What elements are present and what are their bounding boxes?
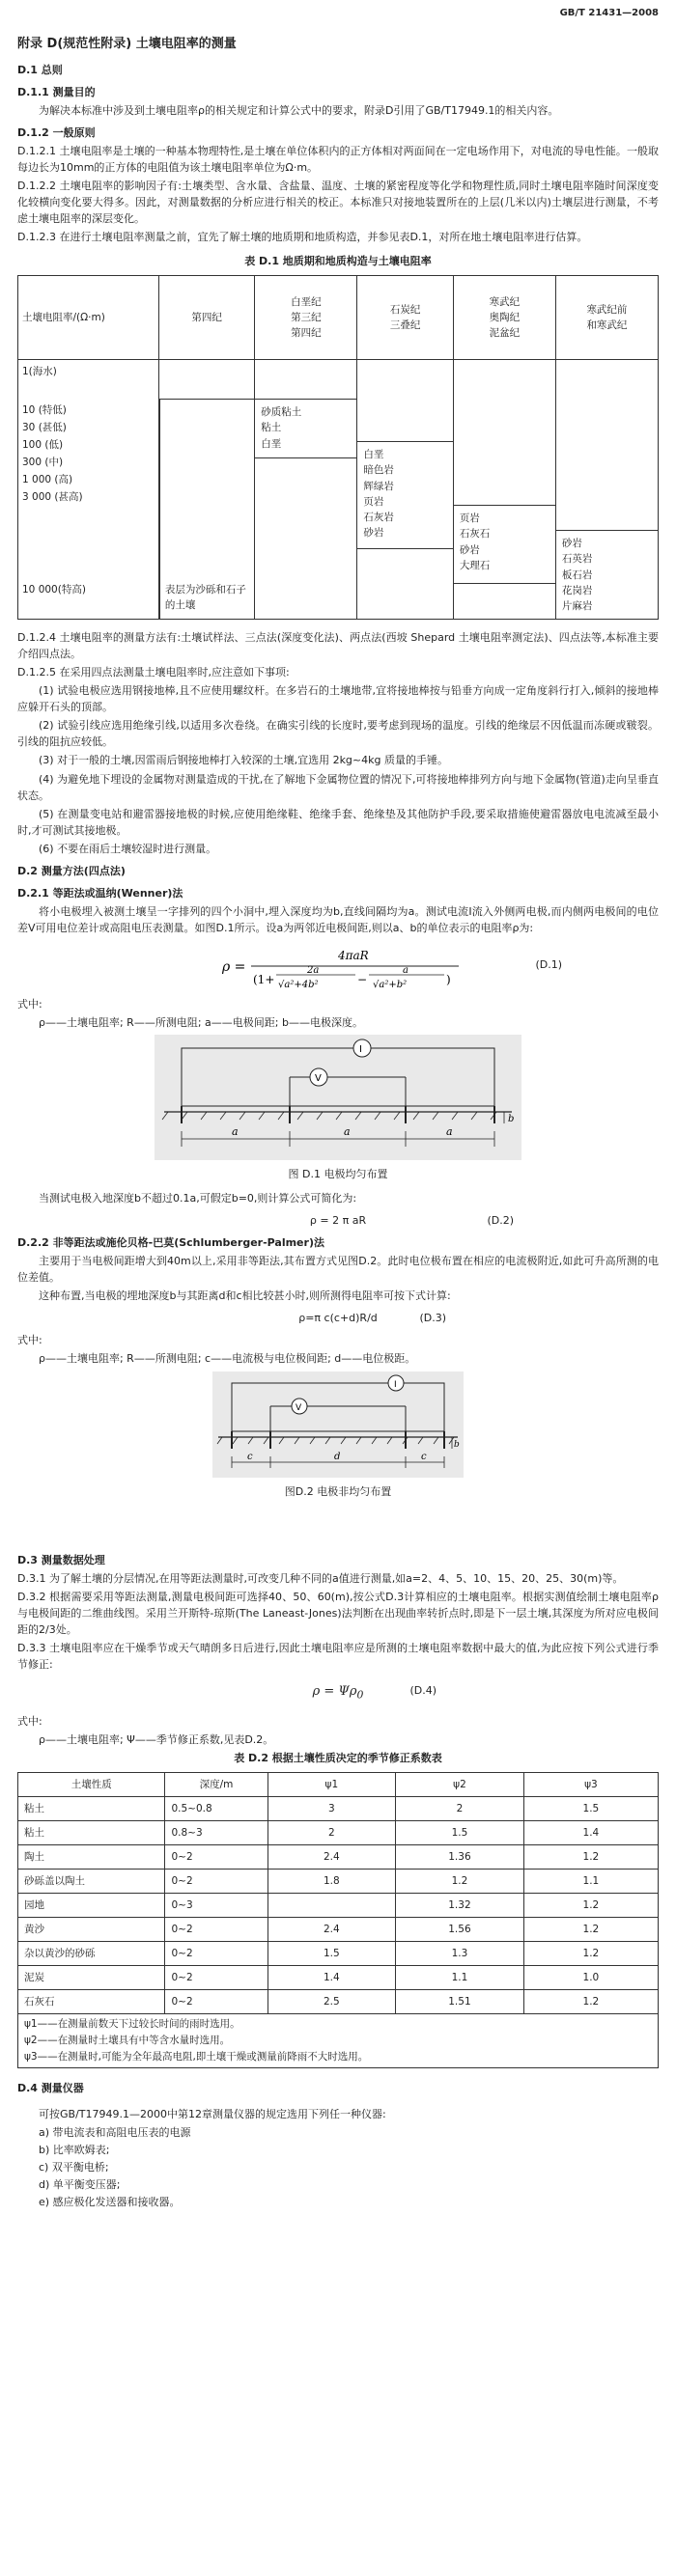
table-cell: 1.4	[523, 1821, 658, 1845]
table-row	[18, 1918, 659, 1942]
formula-d3	[17, 1310, 659, 1326]
section-d22-text-1: 主要用于当电极间距增大到40m以上,采用非等距法,其布置方式见图D.2。此时电位极布置在相应的电流极附近,如此可升高所测的电位差值。	[17, 1255, 659, 1285]
where-label-1: 式中:	[17, 997, 42, 1011]
where-label-2: 式中:	[17, 1334, 42, 1347]
formula-d3-number: (D.3)	[419, 1312, 446, 1325]
annex-title: 附录 D(规范性附录) 土壤电阻率的测量	[17, 36, 237, 51]
figure-d2-schlumberger-diagram	[212, 1371, 464, 1478]
table-d2-note: ψ1——在测量前数天下过较长时间的雨时选用。	[24, 2018, 240, 2031]
depth-label-b: b	[454, 1439, 460, 1450]
formula-d4	[17, 1682, 659, 1703]
resistivity-value: 3 000 (甚高)	[22, 491, 83, 504]
resistivity-value: 30 (甚低)	[22, 422, 67, 434]
table-cell: 0~2	[165, 1966, 268, 1990]
table-cell: 0~2	[165, 1918, 268, 1942]
table-d2-header-row	[18, 1773, 659, 1797]
formula-d1	[17, 942, 659, 990]
svg-text:√a²+4b²: √a²+4b²	[278, 979, 319, 990]
table-d2-note: ψ3——在测量时,可能为全年最高电阻,即土壤干燥或测量前降雨不大时选用。	[24, 2051, 369, 2063]
table-cell: 粘土	[18, 1797, 165, 1821]
table-d1-cretaceous-text: 砂质粘土 粘土 白垩	[261, 406, 302, 450]
spacing-label-d: d	[334, 1451, 341, 1462]
formula-d1-number: (D.1)	[535, 957, 562, 971]
where-label-3: 式中:	[17, 1715, 42, 1729]
d125-item-5: (5) 在测量变电站和避雷器接地极的时候,应使用绝缘鞋、绝缘手套、绝缘垫及其他防护手段,要采取措施使避雷器放电电流减至最小时,才可测试其接地极。	[17, 807, 659, 837]
table-cell: 0~2	[165, 1990, 268, 2014]
table-cell: 1.5	[396, 1821, 524, 1845]
after-figure-d1-text: 当测试电极入地深度b不超过0.1a,可假定b=0,则计算公式可简化为:	[39, 1192, 357, 1205]
table-cell: 1.1	[396, 1966, 524, 1990]
table-d1-header-resistivity: 土壤电阻率/(Ω·m)	[18, 276, 159, 360]
table-d2-notes	[18, 2014, 659, 2067]
table-cell: 1.2	[523, 1942, 658, 1966]
d125-item-6: (6) 不要在雨后土壤较湿时进行测量。	[39, 842, 217, 855]
section-d21-heading: D.2.1 等距法或温纳(Wenner)法	[17, 886, 183, 900]
depth-label-b: b	[508, 1114, 515, 1125]
d125-item-2: (2) 试验引线应选用绝缘引线,以适用多次卷绕。在确实引线的长度时,要考虑到现场的温度。引线的绝缘层不因低温而冻硬或皲裂。引线的阻抗应较低。	[17, 719, 659, 749]
table-row	[18, 1797, 659, 1821]
table-d1-carboniferous-column	[357, 360, 453, 620]
d125-item-1: (1) 试验电极应选用钢接地棒,且不应使用螺纹杆。在多岩石的土壤地带,宜将接地棒按与铅垂方向成一定角度斜行打入,倾斜的接地棒应躲开石头的顶部。	[17, 684, 659, 714]
section-d22-text-2: 这种布置,当电极的埋地深度b与其距离d和c相比较甚小时,则所测得电阻率可按下式计算:	[39, 1289, 451, 1303]
where-text-2: ρ——土壤电阻率; R——所测电阻; c——电流极与电位极间距; d——电位极距。	[39, 1352, 416, 1366]
section-d21-text: 将小电极埋入被测土壤呈一字排列的四个小洞中,埋入深度均为b,直线间隔均为a。测试电流I流入外侧两电极,而内侧两电极间的电位差V可用电位差计或高阻电压表测量。如图D.1所示。设a为两邻近电极间距,则以a、b的单位表示的电阻率ρ为:	[17, 904, 659, 934]
spacing-label-a: a	[232, 1125, 239, 1139]
table-cell: 石灰石	[18, 1990, 165, 2014]
table-cell: 1.2	[523, 1894, 658, 1918]
figure-d2-caption: 图D.2 电极非均匀布置	[284, 1484, 392, 1498]
section-d3-heading: D.3 测量数据处理	[17, 1553, 105, 1566]
svg-text:): )	[446, 972, 451, 986]
table-cell: 泥炭	[18, 1966, 165, 1990]
table-cell: 粘土	[18, 1821, 165, 1845]
svg-text:a: a	[403, 964, 408, 976]
voltmeter-label: V	[315, 1073, 322, 1085]
table-cell: 1.2	[523, 1990, 658, 2014]
table-d2-note: ψ2——在测量时土壤具有中等含水量时选用。	[24, 2035, 231, 2047]
section-d22-heading: D.2.2 非等距法或施伦贝格-巴莫(Schlumberger-Palmer)法	[17, 1236, 324, 1250]
section-d31-text: D.3.1 为了解土壤的分层情况,在用等距法测量时,可改变几种不同的a值进行测量,如a=2、4、5、10、15、20、25、30(m)等。	[17, 1571, 624, 1585]
table-cell: 陶土	[18, 1845, 165, 1870]
table-d1-header-quaternary: 第四纪	[158, 276, 254, 360]
resistivity-value: 10 000(特高)	[22, 584, 86, 596]
voltmeter-label: V	[296, 1402, 302, 1413]
table-cell: 杂以黄沙的砂砾	[18, 1942, 165, 1966]
table-d2	[17, 1772, 659, 2067]
table-d1-quaternary-column	[158, 360, 254, 620]
table-cell: 2	[396, 1797, 524, 1821]
section-d123-text: D.1.2.3 在进行土壤电阻率测量之前，宜先了解土壤的地质期和地质构造，并参见表D.1，对所在地土壤电阻率进行估算。	[17, 231, 588, 244]
table-cell: 1.2	[523, 1918, 658, 1942]
section-d11-heading: D.1.1 测量目的	[17, 85, 96, 98]
table-cell: 2.4	[268, 1845, 396, 1870]
table-row	[18, 1821, 659, 1845]
table-cell: 1.56	[396, 1918, 524, 1942]
table-cell: 0~3	[165, 1894, 268, 1918]
section-d33-text: D.3.3 土壤电阻率应在干燥季节或天气晴朗多日后进行,因此土壤电阻率应是所测的土壤电阻率数据中最大的值,为此应按下列公式进行季节修正:	[17, 1641, 659, 1671]
table-cell: 1.4	[268, 1966, 396, 1990]
table-cell: 3	[268, 1797, 396, 1821]
table-d1-header-carboniferous: 石炭纪 三叠纪	[357, 276, 453, 360]
ammeter-label: I	[394, 1379, 397, 1390]
section-d32-text: D.3.2 根据需要采用等距法测量,测量电极间距可选择40、50、60(m),按公式D.3计算相应的土壤电阻率。根据实测值绘制土壤电阻率ρ与电极间距的二维曲线图。采用兰开斯特-琼斯(The Laneast-Jones)法判断在出现曲率转折点时,即是下一层土壤,其深度为所对应电极间距的2/3处。	[17, 1590, 659, 1636]
table-d1-precambrian-column	[555, 360, 658, 620]
spacing-label-a: a	[446, 1125, 453, 1139]
table-row	[18, 1845, 659, 1870]
svg-text:2a: 2a	[307, 964, 320, 976]
section-d4-intro: 可按GB/T17949.1—2000中第12章测量仪器的规定选用下列任一种仪器:	[39, 2107, 386, 2120]
table-d1-cambrian-column	[453, 360, 555, 620]
section-d124-text: D.1.2.4 土壤电阻率的测量方法有:土壤试样法、三点法(深度变化法)、两点法(西坡 Shepard 土壤电阻率测定法)、四点法等,本标准主要介绍四点法。	[17, 631, 659, 661]
table-d2-header: ψ1	[268, 1773, 396, 1797]
table-d1-header-cretaceous: 白垩纪 第三纪 第四纪	[255, 276, 357, 360]
table-d1-header-cambrian: 寒武纪 奥陶纪 泥盆纪	[453, 276, 555, 360]
section-d125-heading: D.1.2.5 在采用四点法测量土壤电阻率时,应注意如下事项:	[17, 666, 290, 679]
formula-d2	[17, 1212, 659, 1229]
table-cell: 2.4	[268, 1918, 396, 1942]
svg-text:√a²+b²: √a²+b²	[373, 979, 408, 990]
table-row	[18, 1942, 659, 1966]
section-d4-heading: D.4 测量仪器	[17, 2081, 84, 2094]
formula-d1-expression	[212, 942, 464, 990]
where-text-1: ρ——土壤电阻率; R——所测电阻; a——电极间距; b——电极深度。	[39, 1016, 363, 1029]
table-cell: 1.2	[523, 1845, 658, 1870]
table-d1-carboniferous-text: 白垩 暗色岩 辉绿岩 页岩 石灰岩 砂岩	[363, 449, 394, 540]
table-cell: 0~2	[165, 1845, 268, 1870]
table-d2-header: ψ2	[396, 1773, 524, 1797]
section-d12-heading: D.1.2 一般原则	[17, 125, 96, 139]
table-cell: 黄沙	[18, 1918, 165, 1942]
section-d2-heading: D.2 测量方法(四点法)	[17, 864, 126, 877]
table-d1-cretaceous-column	[255, 360, 357, 620]
table-cell	[268, 1894, 396, 1918]
spacing-label-c: c	[247, 1451, 253, 1462]
table-d2-header: 土壤性质	[18, 1773, 165, 1797]
resistivity-value: 1(海水)	[22, 366, 57, 378]
resistivity-value: 1 000 (高)	[22, 474, 73, 486]
ammeter-icon	[353, 1039, 371, 1057]
resistivity-value: 10 (特低)	[22, 404, 67, 417]
table-cell: 0.8~3	[165, 1821, 268, 1845]
where-text-3: ρ——土壤电阻率; Ψ——季节修正系数,见表D.2。	[39, 1733, 274, 1747]
instrument-item: c) 双平衡电桥;	[39, 2160, 109, 2174]
instrument-item: e) 感应极化发送器和接收器。	[39, 2196, 181, 2209]
table-d2-caption: 表 D.2 根据土壤性质决定的季节修正系数表	[234, 1752, 442, 1765]
formula-d4-expression: $\rho = \Psi\rho_0$	[312, 1683, 364, 1702]
formula-d3-expression: ρ=π c(c+d)R/d	[298, 1312, 378, 1325]
instrument-item: d) 单平衡变压器;	[39, 2178, 121, 2192]
spacing-label-c: c	[421, 1451, 427, 1462]
svg-text:ρ =: ρ =	[222, 958, 246, 975]
figure-d1-caption: 图 D.1 电极均匀布置	[288, 1168, 388, 1181]
table-d2-header: 深度/m	[165, 1773, 268, 1797]
table-cell: 0~2	[165, 1870, 268, 1894]
figure-d1-wenner-diagram	[155, 1035, 521, 1160]
table-cell: 砂砾盖以陶土	[18, 1870, 165, 1894]
table-cell: 1.3	[396, 1942, 524, 1966]
d125-item-3: (3) 对于一般的土壤,因雷雨后钢接地棒打入较深的土壤,宜选用 2kg~4kg 质量的手锤。	[39, 754, 448, 767]
table-cell: 1.1	[523, 1870, 658, 1894]
formula-d2-number: (D.2)	[487, 1214, 514, 1228]
table-d1-header-precambrian: 寒武纪前 和寒武纪	[555, 276, 658, 360]
table-d1-resistivity-column	[18, 360, 159, 620]
table-d2-header: ψ3	[523, 1773, 658, 1797]
resistivity-value: 100 (低)	[22, 439, 64, 452]
table-cell: 2.5	[268, 1990, 396, 2014]
table-row	[18, 1894, 659, 1918]
svg-text:−: −	[357, 972, 368, 986]
table-cell: 1.51	[396, 1990, 524, 2014]
section-d121-text: D.1.2.1 土壤电阻率是土壤的一种基本物理特性,是土壤在单位体积内的正方体相对两面间在一定电场作用下，对电流的导电性能。一般取每边长为10mm的正方体的电阻值为该土壤电阻率单位为Ω·m。	[17, 144, 659, 174]
formula-d2-expression: ρ = 2 π aR	[309, 1214, 367, 1228]
section-d11-text: 为解决本标准中涉及到土壤电阻率ρ的相关规定和计算公式中的要求，附录D引用了GB/T17949.1的相关内容。	[39, 103, 559, 117]
section-d1-heading: D.1 总则	[17, 63, 63, 76]
spacing-label-a: a	[344, 1125, 351, 1139]
svg-text:(1+: (1+	[253, 972, 275, 986]
table-cell: 1.36	[396, 1845, 524, 1870]
ammeter-label: I	[359, 1044, 362, 1056]
standard-number: GB/T 21431—2008	[559, 8, 659, 18]
table-cell: 1.5	[268, 1942, 396, 1966]
table-cell: 1.0	[523, 1966, 658, 1990]
table-cell: 0.5~0.8	[165, 1797, 268, 1821]
table-d1	[17, 275, 659, 620]
table-row	[18, 1966, 659, 1990]
table-cell: 0~2	[165, 1942, 268, 1966]
table-cell: 1.32	[396, 1894, 524, 1918]
instrument-item: a) 带电流表和高阻电压表的电源	[39, 2125, 191, 2139]
d125-item-4: (4) 为避免地下埋设的金属物对测量造成的干扰,在了解地下金属物位置的情况下,可将接地棒排列方向与地下金属物(管道)走向呈垂直状态。	[17, 772, 659, 802]
table-d1-quaternary-text: 表层为沙砾和石子的土壤	[164, 584, 246, 612]
table-row	[18, 1870, 659, 1894]
table-cell: 1.2	[396, 1870, 524, 1894]
formula-d4-number: (D.4)	[409, 1683, 437, 1697]
svg-text:4πaR: 4πaR	[338, 948, 369, 962]
table-cell: 2	[268, 1821, 396, 1845]
table-d1-caption: 表 D.1 地质期和地质构造与土壤电阻率	[244, 255, 432, 268]
table-row	[18, 1990, 659, 2014]
table-d1-precambrian-text: 砂岩 石英岩 板石岩 花岗岩 片麻岩	[561, 538, 593, 613]
table-d1-cambrian-text: 页岩 石灰石 砂岩 大理石	[459, 512, 491, 571]
instrument-item: b) 比率欧姆表;	[39, 2143, 110, 2156]
table-cell: 园地	[18, 1894, 165, 1918]
table-cell: 1.8	[268, 1870, 396, 1894]
section-d122-text: D.1.2.2 土壤电阻率的影响因子有:土壤类型、含水量、含盐量、温度、土壤的紧密程度等化学和物理性质,同时土壤电阻率随时间深度变化较横向变化要大得多。因此，对测量数据的分析应进行相关的校正。本标准只对接地装置所在的上层(几米以内)土壤层进行测量，不考虑土壤电阻率的深层变化。	[17, 179, 659, 226]
table-d2-notes-row	[18, 2014, 659, 2067]
table-cell: 1.5	[523, 1797, 658, 1821]
resistivity-value: 300 (中)	[22, 457, 64, 469]
